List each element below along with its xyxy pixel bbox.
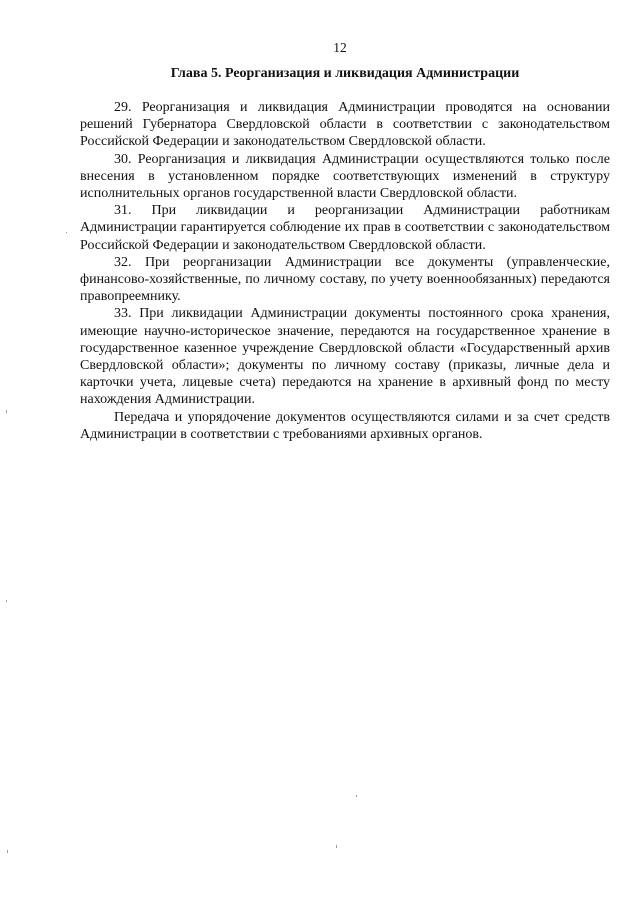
scan-speck — [7, 850, 8, 853]
scan-speck — [6, 410, 7, 413]
paragraph-transfer: Передача и упорядочение документов осуществляются силами и за счет средств Администрации в соответствии с требованиями архивных органов. — [80, 409, 610, 442]
scan-speck — [6, 600, 7, 602]
paragraph-30: 30. Реорганизация и ликвидация Администрации осуществляются только после внесения в установленном порядке соответствующих изменений в структуру исполнительных органов государственной власти Свердловской области. — [80, 151, 610, 202]
body-text — [80, 99, 610, 443]
scan-speck — [336, 845, 337, 848]
scan-speck — [356, 795, 357, 797]
paragraph-32: 32. При реорганизации Администрации все документы (управленческие, финансово-хозяйственные, по личному составу, по учету военнообязанных) передаются правопреемнику. — [80, 254, 610, 305]
paragraph-29: 29. Реорганизация и ликвидация Администрации проводятся на основании решений Губернатора Свердловской области в соответствии с законодательством Российской Федерации и законодательством Свердловской области. — [80, 100, 610, 150]
paragraph-31: 31. При ликвидации и реорганизации Администрации работникам Администрации гарантируется соблюдение их прав в соответствии с законодательством Российской Федерации и законодательством Свердловской области. — [80, 203, 610, 253]
scan-speck — [66, 232, 67, 233]
paragraph-33: 33. При ликвидации Администрации документы постоянного срока хранения, имеющие научно-историческое значение, передаются на государственное хранение в государственное казенное учреждение Свердловской области «Государственный архив Свердловской области»; документы по личному составу (приказы, личные дела и карточки учета, лицевые счета) передаются на хранение в архивный фонд по месту нахождения Администрации. — [80, 306, 610, 408]
chapter-heading: Глава 5. Реорганизация и ликвидация Администрации — [170, 66, 520, 81]
page-number: 12 — [333, 40, 347, 55]
